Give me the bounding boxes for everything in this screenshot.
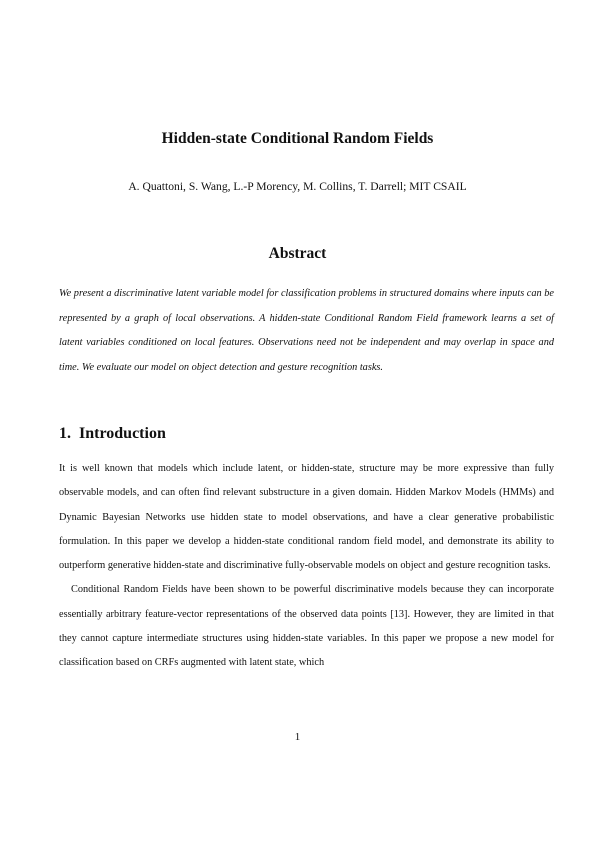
introduction-body — [59, 457, 554, 676]
section-number: 1. — [59, 425, 71, 442]
paper-title: Hidden-state Conditional Random Fields — [161, 130, 434, 147]
intro-paragraph: Conditional Random Fields have been shown to be powerful discriminative models because they can incorporate essentially arbitrary feature-vector representations of the observed data points [13]. However, they are limited in that they cannot capture intermediate structures using hidden-state variables. In this paper we propose a new model for classification based on CRFs augmented with latent state, which — [59, 584, 554, 669]
paper-authors: A. Quattoni, S. Wang, L.-P Morency, M. Collins, T. Darrell; MIT CSAIL — [128, 180, 467, 193]
page-number: 1 — [294, 731, 301, 743]
intro-paragraph: It is well known that models which include latent, or hidden-state, structure may be more expressive than fully observable models, and can often find relevant substructure in a given domain. Hidden Markov Models (HMMs) and Dynamic Bayesian Networks use hidden state to model observations, and have a clear generative probabilistic formulation. In this paper we develop a hidden-state conditional random field model, and demonstrate its ability to outperform generative hidden-state and discriminative fully-observable models on object and gesture recognition tasks. — [59, 463, 554, 572]
section-title: Introduction — [79, 425, 166, 442]
abstract-text: We present a discriminative latent variable model for classification problems in structured domains where inputs can be represented by a graph of local observations. A hidden-state Conditional Random Field framework learns a set of latent variables conditioned on local features. Observations need not be independent and may overlap in space and time. We evaluate our model on object detection and gesture recognition tasks. — [59, 288, 554, 373]
abstract-heading: Abstract — [268, 245, 327, 262]
section-heading — [59, 423, 554, 445]
